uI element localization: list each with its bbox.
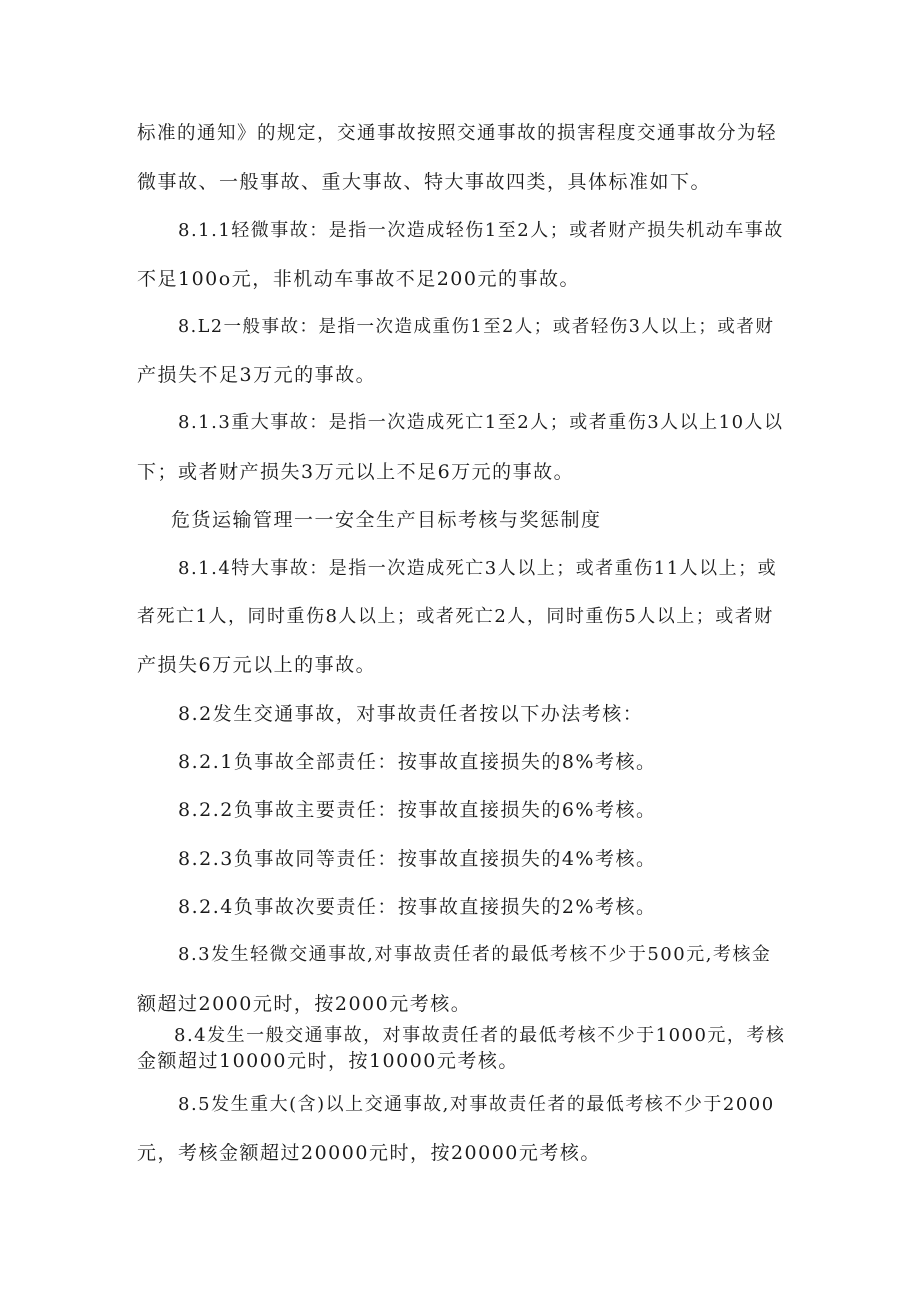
text-line: 产损失不足3万元的事故。 — [137, 364, 377, 386]
text-line: 8.2.2负事故主要责任：按事故直接损失的6%考核。 — [178, 799, 657, 821]
text-line: 8.L2一般事故：是指一次造成重伤1至2人；或者轻伤3人以上；或者财 — [178, 317, 775, 337]
text-line: 8.4发生一般交通事故，对事故责任者的最低考核不少于1000元，考核 — [174, 1025, 786, 1046]
running-header: 危货运输管理一一安全生产目标考核与奖惩制度 — [171, 509, 602, 531]
text-line: 金额超过10000元时，按10000元考核。 — [137, 1050, 519, 1072]
text-line: 8.1.1轻微事故：是指一次造成轻伤1至2人；或者财产损失机动车事故 — [178, 220, 784, 241]
text-line: 额超过2000元时，按2000元考核。 — [137, 993, 472, 1015]
text-line: 8.5发生重大(含)以上交通事故,对事故责任者的最低考核不少于2000 — [178, 1094, 775, 1115]
text-line: 8.1.4特大事故：是指一次造成死亡3人以上；或者重伤11人以上；或 — [178, 558, 778, 579]
text-line: 8.2.4负事故次要责任：按事故直接损失的2%考核。 — [178, 896, 657, 918]
text-line: 标准的通知》的规定，交通事故按照交通事故的损害程度交通事故分为轻 — [137, 123, 778, 144]
text-line: 下；或者财产损失3万元以上不足6万元的事故。 — [137, 461, 575, 483]
text-line: 8.2.1负事故全部责任：按事故直接损失的8%考核。 — [178, 751, 657, 773]
text-line: 者死亡1人，同时重伤8人以上；或者死亡2人，同时重伤5人以上；或者财 — [137, 606, 774, 627]
text-line: 8.2.3负事故同等责任：按事故直接损失的4%考核。 — [178, 848, 657, 870]
text-line: 元，考核金额超过20000元时，按20000元考核。 — [137, 1142, 601, 1164]
text-line: 微事故、一般事故、重大事故、特大事故四类，具体标准如下。 — [137, 171, 712, 193]
text-line: 不足100o元，非机动车事故不足200元的事故。 — [137, 268, 580, 290]
text-line: 产损失6万元以上的事故。 — [137, 654, 377, 676]
text-line: 8.1.3重大事故：是指一次造成死亡1至2人；或者重伤3人以上10人以 — [178, 412, 784, 433]
text-line: 8.3发生轻微交通事故,对事故责任者的最低考核不少于500元,考核金 — [178, 944, 772, 965]
text-line: 8.2发生交通事故，对事故责任者按以下办法考核： — [178, 703, 644, 725]
